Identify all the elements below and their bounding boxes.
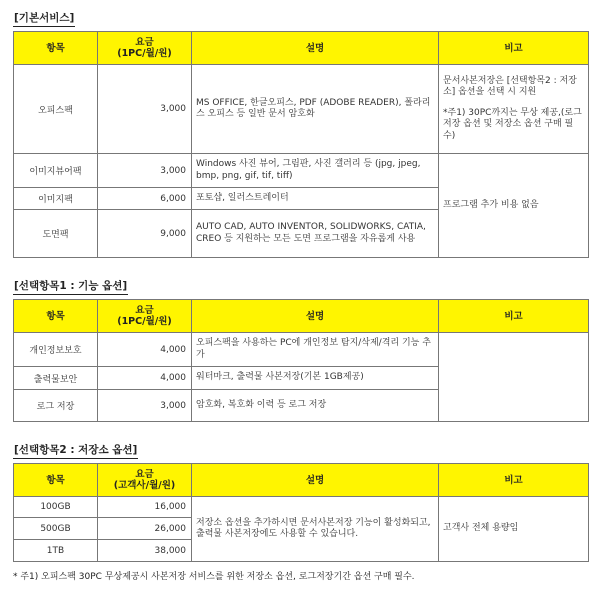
footnote: * 주1) 오피스팩 30PC 무상제공시 사본저장 서비스를 위한 저장소 옵션, 로그저장기간 옵션 구매 필수. — [13, 572, 415, 582]
item-price: 26,000 — [98, 518, 192, 540]
table-row — [14, 497, 589, 518]
header-item: 항목 — [14, 300, 98, 333]
header-price-line1: 요금 — [135, 469, 154, 480]
item-price: 16,000 — [98, 497, 192, 518]
item-price: 3,000 — [98, 154, 192, 188]
item-price: 6,000 — [98, 188, 192, 210]
item-desc: 오피스팩을 사용하는 PC에 개인정보 탐지/삭제/격리 기능 추가 — [192, 333, 439, 367]
feature-options-table — [13, 299, 589, 422]
section-title-feature-options: [선택항목1 : 기능 옵션] — [13, 280, 128, 295]
basic-services-table — [13, 31, 589, 258]
item-price: 3,000 — [98, 65, 192, 154]
item-name: 오피스팩 — [14, 65, 98, 154]
item-desc: 워터마크, 출력물 사본저장(기본 1GB제공) — [192, 367, 439, 390]
item-name: 이미지팩 — [14, 188, 98, 210]
table-header-row — [14, 32, 589, 65]
storage-desc: 저장소 옵션을 추가하시면 문서사본저장 기능이 활성화되고, 출력물 사본저장에도 사용할 수 있습니다. — [192, 497, 439, 562]
table-header-row — [14, 300, 589, 333]
section-title-storage-options: [선택항목2 : 저장소 옵션] — [13, 444, 138, 459]
note-extra-cost: 프로그램 추가 비용 없음 — [439, 154, 589, 258]
item-name: 도면팩 — [14, 210, 98, 258]
storage-note: 고객사 전체 용량임 — [439, 497, 589, 562]
item-price: 38,000 — [98, 540, 192, 562]
item-desc: MS OFFICE, 한글오피스, PDF (ADOBE READER), 폴라리스 오피스 등 일반 문서 암호화 — [192, 65, 439, 154]
header-price-line2: (1PC/월/원) — [117, 316, 172, 327]
item-name: 500GB — [14, 518, 98, 540]
item-name: 100GB — [14, 497, 98, 518]
section-title-basic: [기본서비스] — [13, 12, 75, 27]
storage-options-table — [13, 463, 589, 562]
item-name: 이미지뷰어팩 — [14, 154, 98, 188]
note-office-copy: 문서사본저장은 [선택항목2 : 저장소] 옵션을 선택 시 지원 — [443, 75, 577, 98]
table-row — [14, 65, 589, 154]
header-price-line2: (1PC/월/원) — [117, 48, 172, 59]
header-price-line1: 요금 — [135, 37, 154, 48]
item-price: 3,000 — [98, 390, 192, 422]
note-empty — [439, 333, 589, 422]
item-price: 4,000 — [98, 333, 192, 367]
header-desc: 설명 — [192, 464, 439, 497]
header-price-line1: 요금 — [135, 305, 154, 316]
item-name: 1TB — [14, 540, 98, 562]
item-desc: 포토샵, 일러스트레이터 — [192, 188, 439, 210]
header-desc: 설명 — [192, 300, 439, 333]
item-price: 4,000 — [98, 367, 192, 390]
item-desc: 암호화, 복호화 이력 등 로그 저장 — [192, 390, 439, 422]
header-price — [98, 300, 192, 333]
header-note: 비고 — [439, 32, 589, 65]
header-note: 비고 — [439, 300, 589, 333]
table-header-row — [14, 464, 589, 497]
item-price: 9,000 — [98, 210, 192, 258]
header-price — [98, 464, 192, 497]
table-row — [14, 154, 589, 188]
note-office — [439, 65, 589, 154]
header-price — [98, 32, 192, 65]
header-note: 비고 — [439, 464, 589, 497]
item-desc: Windows 사진 뷰어, 그림판, 사진 갤러리 등 (jpg, jpeg, bmp, png, gif, tif, tiff) — [192, 154, 439, 188]
header-desc: 설명 — [192, 32, 439, 65]
header-item: 항목 — [14, 464, 98, 497]
item-name: 개인정보보호 — [14, 333, 98, 367]
header-item: 항목 — [14, 32, 98, 65]
header-price-line2: (고객사/월/원) — [113, 480, 176, 491]
item-desc: AUTO CAD, AUTO INVENTOR, SOLIDWORKS, CATIA, CREO 등 지원하는 모든 도면 프로그램을 자유롭게 사용 — [192, 210, 439, 258]
item-name: 로그 저장 — [14, 390, 98, 422]
note-office-free: *주1) 30PC까지는 무상 제공,(로그저장 옵션 및 저장소 옵션 구매 필수) — [443, 107, 582, 141]
item-name: 출력물보안 — [14, 367, 98, 390]
table-row — [14, 333, 589, 367]
